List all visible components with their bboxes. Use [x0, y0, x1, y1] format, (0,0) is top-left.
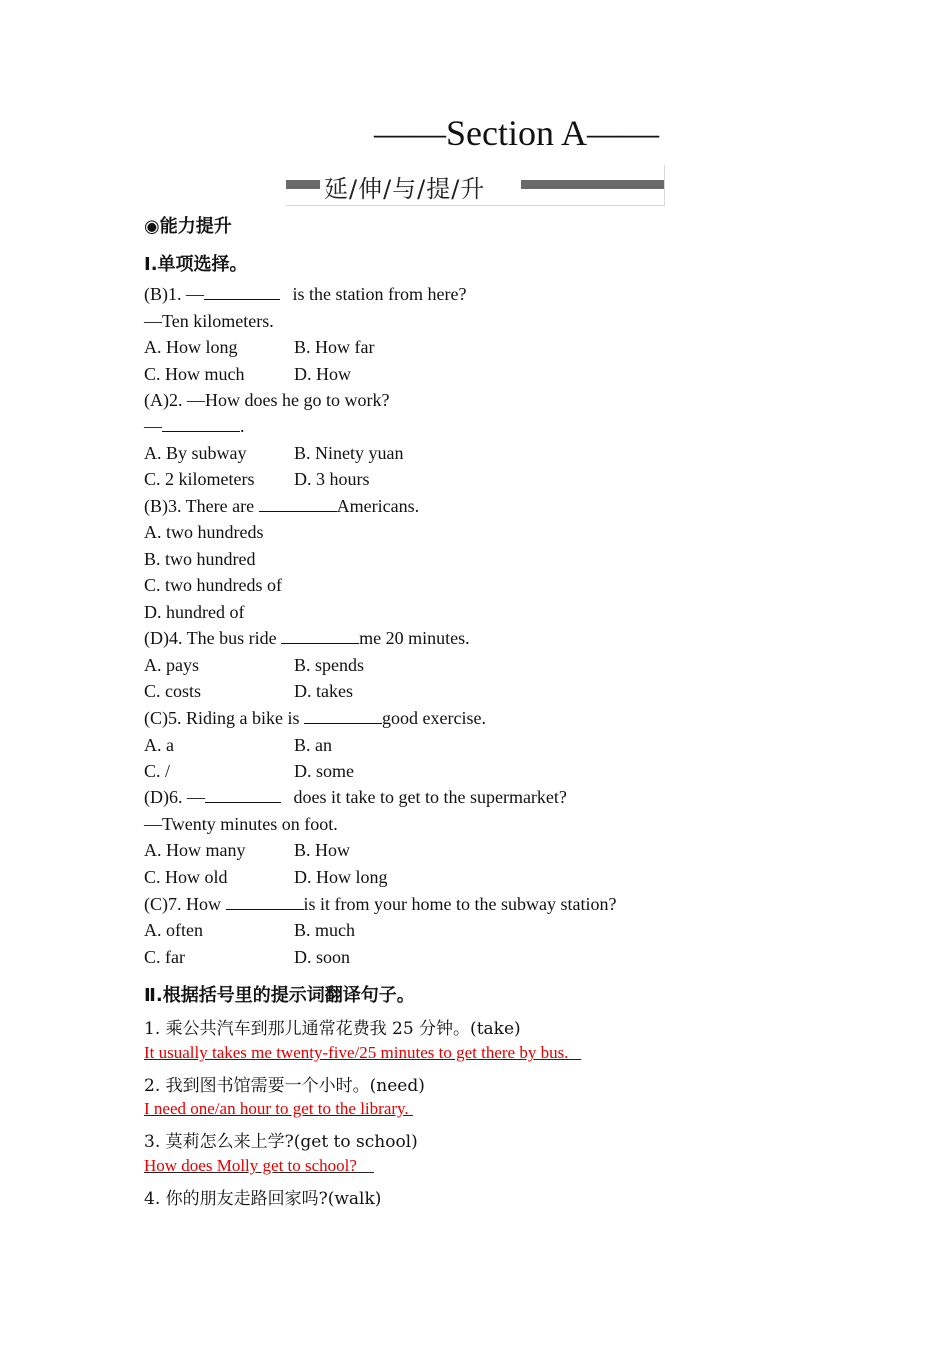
q4-option-d: D. takes	[294, 681, 353, 701]
q4-suffix: me 20 minutes.	[359, 628, 470, 648]
translation-1-answer	[144, 1043, 581, 1063]
q3-prefix: (B)3. There are	[144, 496, 259, 516]
q1-suffix: is the station from here?	[288, 284, 467, 304]
q1-reply: —Ten kilometers.	[144, 311, 274, 331]
q6-reply: —Twenty minutes on foot.	[144, 814, 338, 834]
q6-prefix: (D)6. —	[144, 787, 205, 807]
q6-option-b: B. How	[294, 840, 351, 860]
q3-option-a: A. two hundreds	[144, 522, 264, 542]
section-banner	[286, 165, 665, 206]
q5-option-c: C. /	[144, 761, 171, 781]
part2-heading: Ⅱ.根据括号里的提示词翻译句子。	[144, 985, 415, 1006]
q3-option-c: C. two hundreds of	[144, 575, 282, 595]
section-title-text: Section A	[446, 113, 587, 153]
q3-suffix: Americans.	[336, 496, 420, 516]
q4-prefix: (D)4. The bus ride	[144, 628, 282, 648]
q7-option-a: A. often	[144, 920, 203, 940]
q6-option-c: C. How old	[144, 867, 228, 887]
translation-4-question: 4. 你的朋友走路回家吗?(walk)	[144, 1189, 382, 1209]
q7-option-d: D. soon	[294, 947, 351, 967]
q2-option-a: A. By subway	[144, 443, 247, 463]
q5-blank	[304, 709, 382, 724]
q5-option-a: A. a	[144, 735, 174, 755]
ability-heading: ◉能力提升	[144, 216, 232, 237]
translation-3-answer-text: How does Molly get to school?	[144, 1156, 357, 1175]
q5-option-b: B. an	[294, 735, 332, 755]
q7-prefix: (C)7. How	[144, 894, 226, 914]
q7-option-c: C. far	[144, 947, 185, 967]
q6-option-d: D. How long	[294, 867, 388, 887]
q4-blank	[281, 629, 359, 644]
q4-option-a: A. pays	[144, 655, 199, 675]
q6-suffix: does it take to get to the supermarket?	[289, 787, 567, 807]
q7-blank	[226, 895, 304, 910]
q1-option-d: D. How	[294, 364, 351, 384]
q2-reply	[144, 416, 245, 437]
part1-heading: Ⅰ.单项选择。	[144, 254, 248, 275]
banner-bar-left	[286, 180, 320, 189]
q7-option-b: B. much	[294, 920, 355, 940]
q7-stem	[144, 894, 616, 915]
q1-prefix: (B)1. —	[144, 284, 204, 304]
q6-stem	[144, 787, 567, 808]
q3-option-b: B. two hundred	[144, 549, 256, 569]
q5-stem	[144, 708, 486, 729]
q5-prefix: (C)5. Riding a bike is	[144, 708, 304, 728]
q2-option-b: B. Ninety yuan	[294, 443, 404, 463]
q2-blank	[162, 417, 240, 432]
q2-option-c: C. 2 kilometers	[144, 469, 255, 489]
translation-3-question: 3. 莫莉怎么来上学?(get to school)	[144, 1132, 418, 1152]
q1-option-c: C. How much	[144, 364, 245, 384]
q7-suffix: is it from your home to the subway station?	[303, 894, 617, 914]
q1-option-b: B. How far	[294, 337, 375, 357]
q1-blank	[204, 285, 280, 300]
q2-reply-suffix: .	[240, 416, 245, 436]
q4-option-b: B. spends	[294, 655, 365, 675]
banner-bar-right	[521, 180, 664, 189]
translation-3-answer	[144, 1156, 374, 1176]
q6-blank	[205, 788, 281, 803]
translation-1-question: 1. 乘公共汽车到那儿通常花费我 25 分钟。(take)	[144, 1019, 521, 1039]
translation-1-answer-text: It usually takes me twenty-five/25 minutes to get there by bus.	[144, 1043, 569, 1062]
q1-option-a: A. How long	[144, 337, 238, 357]
section-title: ——Section A——	[374, 113, 659, 153]
q3-stem	[144, 496, 419, 517]
q2-reply-prefix: —	[144, 416, 162, 436]
banner-text: 延/伸/与/提/升	[324, 175, 486, 203]
q5-suffix: good exercise.	[382, 708, 486, 728]
translation-2-answer	[144, 1099, 413, 1119]
q2-option-d: D. 3 hours	[294, 469, 370, 489]
q2-stem: (A)2. —How does he go to work?	[144, 390, 390, 410]
translation-2-answer-text: I need one/an hour to get to the library.	[144, 1099, 409, 1118]
q3-option-d: D. hundred of	[144, 602, 245, 622]
q6-option-a: A. How many	[144, 840, 246, 860]
translation-2-question: 2. 我到图书馆需要一个小时。(need)	[144, 1076, 425, 1096]
q1-stem	[144, 284, 466, 305]
q3-blank	[259, 497, 337, 512]
q4-option-c: C. costs	[144, 681, 202, 701]
q4-stem	[144, 628, 470, 649]
q5-option-d: D. some	[294, 761, 354, 781]
